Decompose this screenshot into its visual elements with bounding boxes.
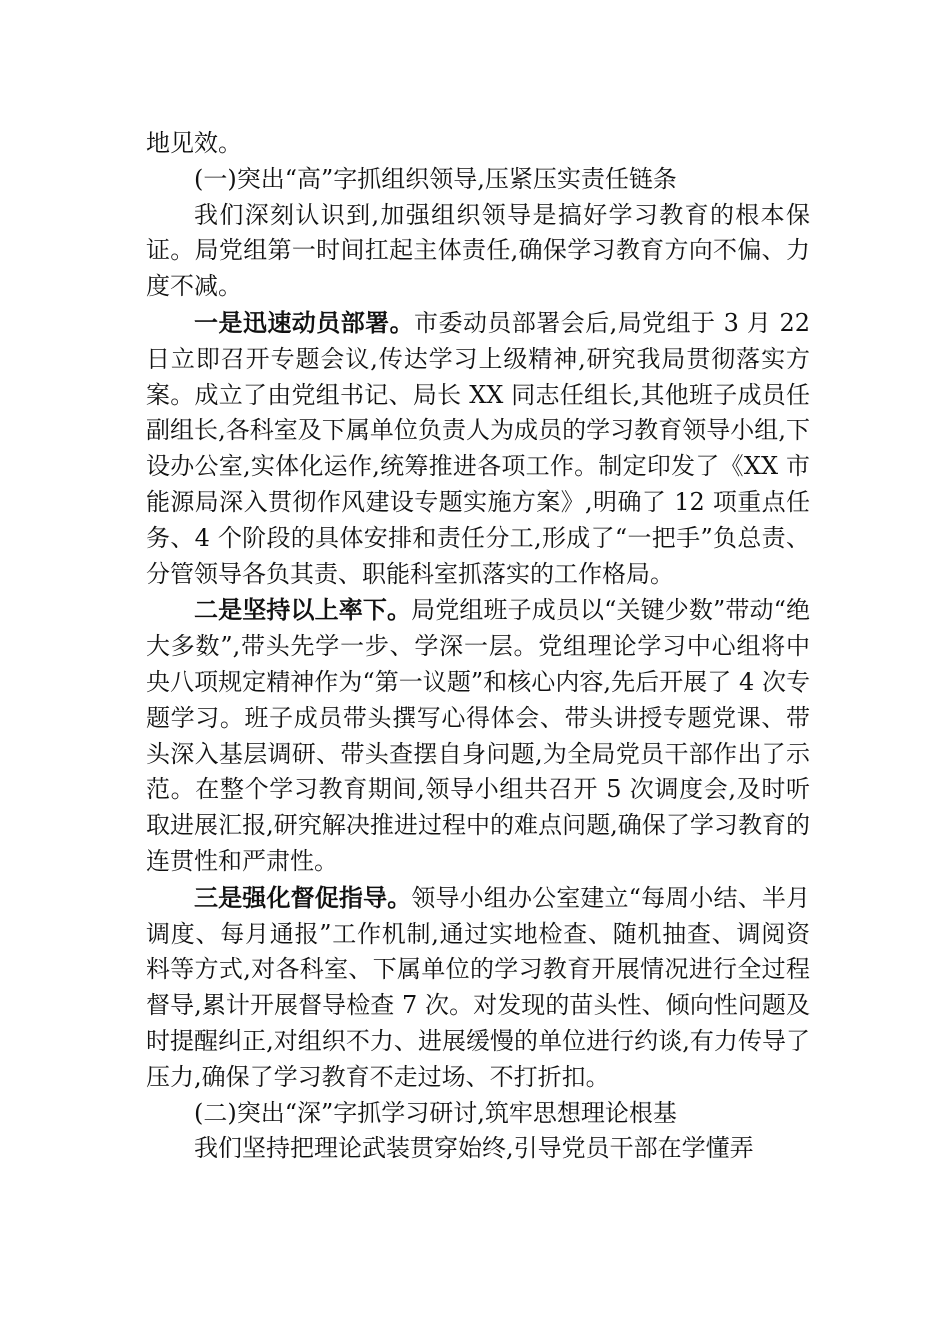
paragraph-text: 领导小组办公室建立“每周小结、半月调度、每月通报”工作机制,通过实地检查、随机抽查、调阅资料等方式,对各科室、下属单位的学习教育开展情况进行全过程督导,累计开展督导检查 7 次。对发现的苗头性、倾向性问题及时提醒纠正,对组织不力、进展缓慢的单位进行约谈,有力传导了压力,确保了学习教育不走过场、不打折扣。: [146, 883, 810, 1091]
paragraph-text: 局党组班子成员以“关键少数”带动“绝大多数”,带头先学一步、学深一层。党组理论学习中心组将中央八项规定精神作为“第一议题”和核心内容,先后开展了 4 次专题学习。班子成员带头撰写心得体会、带头讲授专题党课、带头深入基层调研、带头查摆自身问题,为全局党员干部作出了示范。在整个学习教育期间,领导小组共召开 5 次调度会,及时听取进展汇报,研究解决推进过程中的难点问题,确保了学习教育的连贯性和严肃性。: [146, 596, 811, 875]
paragraph-trailing: [146, 1131, 810, 1167]
paragraph-lead: 三是强化督促指导。: [194, 882, 412, 912]
paragraph-text: 市委动员部署会后,局党组于 3 月 22 日立即召开专题会议,传达学习上级精神,研究我局贯彻落实方案。成立了由党组书记、局长 XX 同志任组长,其他班子成员任副组长,各科室及下属单位负责人为成员的学习教育领导小组,下设办公室,实体化运作,统筹推进各项工作。制定印发了《XX 市能源局深入贯彻作风建设专题实施方案》,明确了 12 项重点任务、4 个阶段的具体安排和责任分工,形成了“一把手”负总责、分管领导各负其责、职能科室抓落实的工作格局。: [146, 308, 811, 588]
section-heading-text: (一)突出“高”字抓组织领导,压紧压实责任链条: [194, 164, 677, 193]
paragraph-text: 地见效。: [146, 129, 242, 157]
paragraph-intro: [146, 198, 810, 305]
section-heading-1: [146, 162, 810, 198]
paragraph-lead: 一是迅速动员部署。: [194, 307, 415, 337]
paragraph-lead: 二是坚持以上率下。: [194, 595, 412, 625]
paragraph-text: 我们坚持把理论武装贯穿始终,引导党员干部在学懂弄: [194, 1134, 754, 1163]
paragraph-point-3: [146, 880, 810, 1096]
paragraph-continuation: [146, 126, 810, 162]
section-heading-2: [146, 1096, 810, 1132]
paragraph-point-2: [146, 592, 810, 879]
paragraph-point-1: [146, 305, 810, 592]
paragraph-text: 我们深刻认识到,加强组织领导是搞好学习教育的根本保证。局党组第一时间扛起主体责任,确保学习教育方向不偏、力度不减。: [146, 200, 810, 301]
document-body: [146, 126, 810, 1167]
section-heading-text: (二)突出“深”字抓学习研讨,筑牢思想理论根基: [194, 1098, 677, 1127]
